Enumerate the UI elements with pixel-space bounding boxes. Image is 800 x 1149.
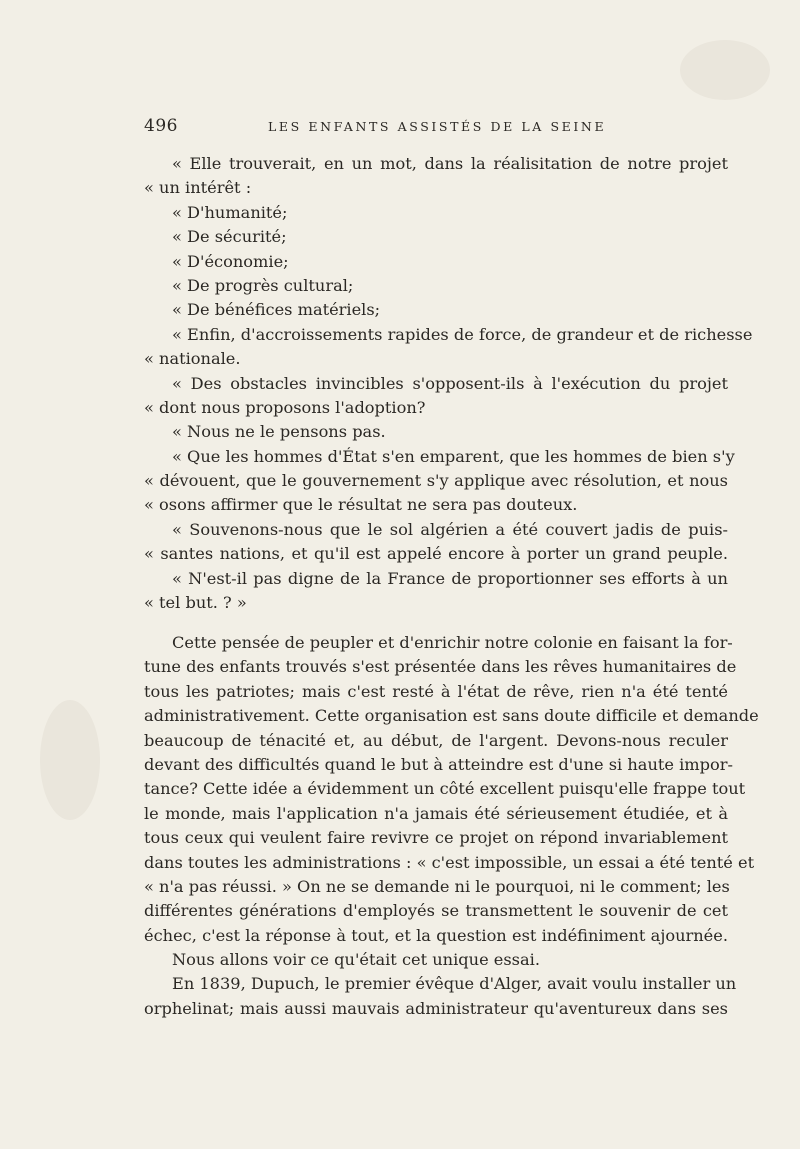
- body-line: administrativement. Cette organisation est sans doute difficile et demande: [144, 706, 759, 726]
- body-line: En 1839, Dupuch, le premier évêque d'Alger, avait voulu installer un: [172, 974, 737, 994]
- quote-line: « Que les hommes d'État s'en emparent, que les hommes de bien s'y: [172, 446, 735, 466]
- body-line: tune des enfants trouvés s'est présentée dans les rêves humanitaires de: [144, 657, 737, 677]
- body-line: Nous allons voir ce qu'était cet unique essai.: [172, 950, 540, 970]
- quote-line: « Enfin, d'accroissements rapides de force, de grandeur et de richesse: [172, 324, 753, 344]
- quote-line: « Des obstacles invincibles s'opposent-ils à l'exécution du projet: [172, 373, 728, 393]
- running-title: LES ENFANTS ASSISTÉS DE LA SEINE: [268, 119, 607, 134]
- body-line: échec, c'est la réponse à tout, et la question est indéfiniment ajournée.: [144, 925, 728, 945]
- quote-line: « osons affirmer que le résultat ne sera pas douteux.: [144, 495, 578, 515]
- body-line: beaucoup de ténacité et, au début, de l'argent. Devons-nous reculer: [144, 730, 728, 750]
- page-number: 496: [144, 116, 178, 136]
- body-line: « n'a pas réussi. » On ne se demande ni le pourquoi, ni le comment; les: [144, 876, 730, 896]
- body-line: Cette pensée de peupler et d'enrichir notre colonie en faisant la for-: [172, 633, 733, 652]
- body-line: orphelinat; mais aussi mauvais administrateur qu'aventureux dans ses: [144, 998, 728, 1018]
- quote-line: « santes nations, et qu'il est appelé encore à porter un grand peuple.: [144, 544, 728, 564]
- quote-line: « De sécurité;: [172, 227, 287, 247]
- quote-line: « un intérêt :: [144, 178, 252, 198]
- quote-line: « tel but. ? »: [144, 593, 247, 613]
- body-line: tous les patriotes; mais c'est resté à l'état de rêve, rien n'a été tenté: [144, 681, 728, 701]
- paper-stain: [680, 40, 770, 100]
- body-line: dans toutes les administrations : « c'est impossible, un essai a été tenté et: [144, 852, 755, 872]
- quote-line: « N'est-il pas digne de la France de proportionner ses efforts à un: [172, 568, 728, 588]
- quoted-passage: [144, 152, 753, 615]
- body-line: tance? Cette idée a évidemment un côté excellent puisqu'elle frappe tout: [144, 779, 746, 799]
- quote-line: « Nous ne le pensons pas.: [172, 422, 386, 442]
- quote-line: « nationale.: [144, 349, 241, 369]
- quote-line: « dévouent, que le gouvernement s'y applique avec résolution, et nous: [144, 471, 728, 491]
- quote-line: « D'humanité;: [172, 202, 288, 222]
- body-line: devant des difficultés quand le but à atteindre est d'une si haute impor-: [144, 754, 733, 774]
- quote-line: « dont nous proposons l'adoption?: [144, 397, 426, 417]
- quote-line: « Elle trouverait, en un mot, dans la réalisitation de notre projet: [172, 154, 728, 173]
- body-text: [144, 631, 759, 1021]
- paper-stain: [40, 700, 100, 820]
- quote-line: « D'économie;: [172, 251, 289, 271]
- page-header: [144, 116, 728, 138]
- quote-line: « De progrès cultural;: [172, 275, 354, 295]
- body-line: le monde, mais l'application n'a jamais été sérieusement étudiée, et à: [144, 803, 728, 823]
- body-line: différentes générations d'employés se transmettent le souvenir de cet: [144, 901, 728, 921]
- quote-line: « Souvenons-nous que le sol algérien a été couvert jadis de puis-: [172, 519, 728, 539]
- body-line: tous ceux qui veulent faire revivre ce projet on répond invariablement: [144, 828, 728, 848]
- quote-line: « De bénéfices matériels;: [172, 300, 381, 320]
